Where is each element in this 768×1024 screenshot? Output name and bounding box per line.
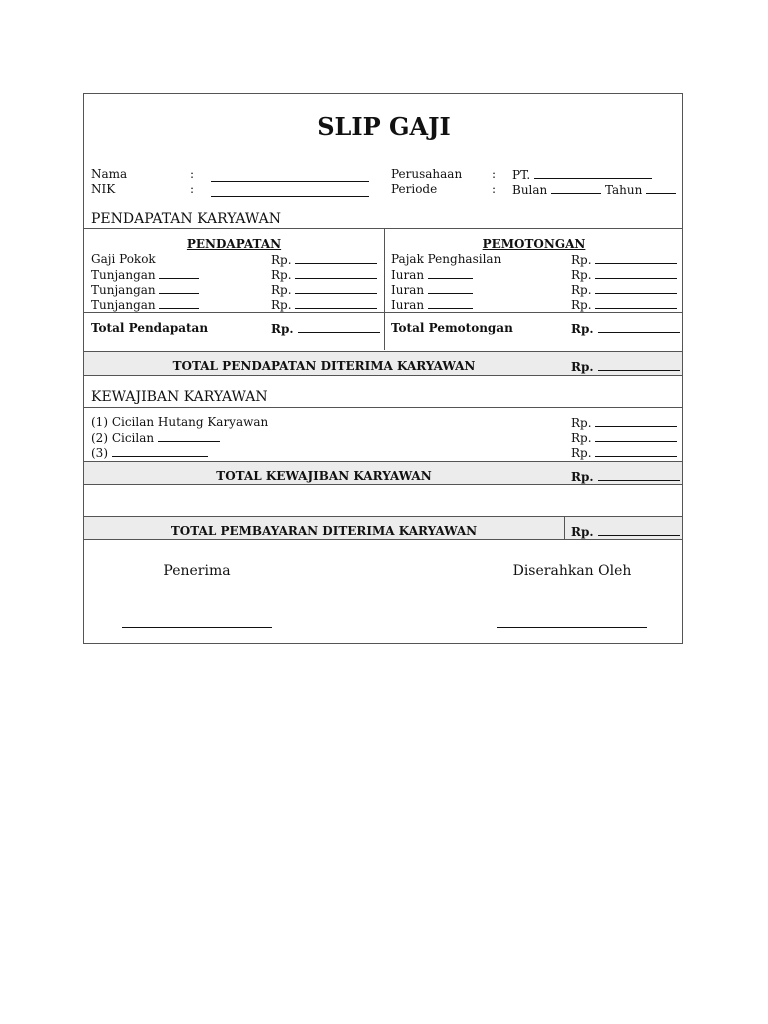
deduction-column-heading: PEMOTONGAN <box>482 237 586 251</box>
deduction-row-label[interactable]: Iuran <box>391 282 473 297</box>
total-obligation-label: TOTAL KEWAJIBAN KARYAWAN <box>216 469 432 483</box>
issuer-signature-line[interactable] <box>497 627 647 628</box>
income-amount-field[interactable]: Rp. <box>271 297 377 312</box>
deduction-amount-field[interactable]: Rp. <box>571 267 677 282</box>
income-amount-field[interactable]: Rp. <box>271 267 377 282</box>
receiver-label: Penerima <box>163 563 231 579</box>
total-deduction-label: Total Pemotongan <box>391 321 513 335</box>
deduction-amount-field[interactable]: Rp. <box>571 297 677 312</box>
income-row-label[interactable]: Tunjangan <box>91 267 199 282</box>
total-payment-field[interactable]: Rp. <box>571 524 680 539</box>
obligation-amount-field[interactable]: Rp. <box>571 415 677 430</box>
total-income-label: Total Pendapatan <box>91 321 209 335</box>
total-payment-label: TOTAL PEMBAYARAN DITERIMA KARYAWAN <box>170 524 478 538</box>
nama-label: Nama <box>91 167 128 181</box>
deduction-amount-field[interactable]: Rp. <box>571 252 677 267</box>
nik-field[interactable] <box>211 182 369 201</box>
pendapatan-section-heading: PENDAPATAN KARYAWAN <box>91 211 281 227</box>
deduction-row-label: Pajak Penghasilan <box>391 252 502 266</box>
column-divider <box>564 516 565 539</box>
nik-label: NIK <box>91 182 116 196</box>
nama-colon: : <box>190 167 195 181</box>
bulan-label: Bulan <box>512 183 548 197</box>
divider <box>84 312 682 313</box>
perusahaan-label: Perusahaan <box>391 167 463 181</box>
obligation-row-label: (1) Cicilan Hutang Karyawan <box>91 415 269 429</box>
tahun-label: Tahun <box>604 183 643 197</box>
total-received-field[interactable]: Rp. <box>571 359 680 374</box>
nik-colon: : <box>190 182 195 196</box>
periode-field[interactable] <box>512 182 676 197</box>
slip-title: SLIP GAJI <box>317 112 451 141</box>
kewajiban-section-heading: KEWAJIBAN KARYAWAN <box>91 389 268 405</box>
deduction-row-label[interactable]: Iuran <box>391 297 473 312</box>
receiver-signature-line[interactable] <box>122 627 272 628</box>
perusahaan-field[interactable] <box>512 167 652 182</box>
income-row-label: Gaji Pokok <box>91 252 156 266</box>
deduction-row-label[interactable]: Iuran <box>391 267 473 282</box>
income-row-label[interactable]: Tunjangan <box>91 282 199 297</box>
divider <box>84 407 682 408</box>
deduction-amount-field[interactable]: Rp. <box>571 282 677 297</box>
total-obligation-field[interactable]: Rp. <box>571 469 680 484</box>
periode-colon: : <box>492 182 497 196</box>
income-column-heading: PENDAPATAN <box>186 237 282 251</box>
income-amount-field[interactable]: Rp. <box>271 252 377 267</box>
obligation-amount-field[interactable]: Rp. <box>571 430 677 445</box>
total-deduction-field[interactable]: Rp. <box>571 321 680 336</box>
perusahaan-colon: : <box>492 167 497 181</box>
issuer-label: Diserahkan Oleh <box>512 563 632 579</box>
obligation-row-label[interactable]: (3) <box>91 445 208 460</box>
income-row-label[interactable]: Tunjangan <box>91 297 199 312</box>
obligation-row-label[interactable]: (2) Cicilan <box>91 430 220 445</box>
pt-prefix: PT. <box>512 168 531 182</box>
total-received-label: TOTAL PENDAPATAN DITERIMA KARYAWAN <box>172 359 476 373</box>
divider <box>84 228 682 229</box>
total-income-field[interactable]: Rp. <box>271 321 380 336</box>
periode-label: Periode <box>391 182 438 196</box>
obligation-amount-field[interactable]: Rp. <box>571 445 677 460</box>
income-amount-field[interactable]: Rp. <box>271 282 377 297</box>
salary-slip-form <box>83 93 683 644</box>
